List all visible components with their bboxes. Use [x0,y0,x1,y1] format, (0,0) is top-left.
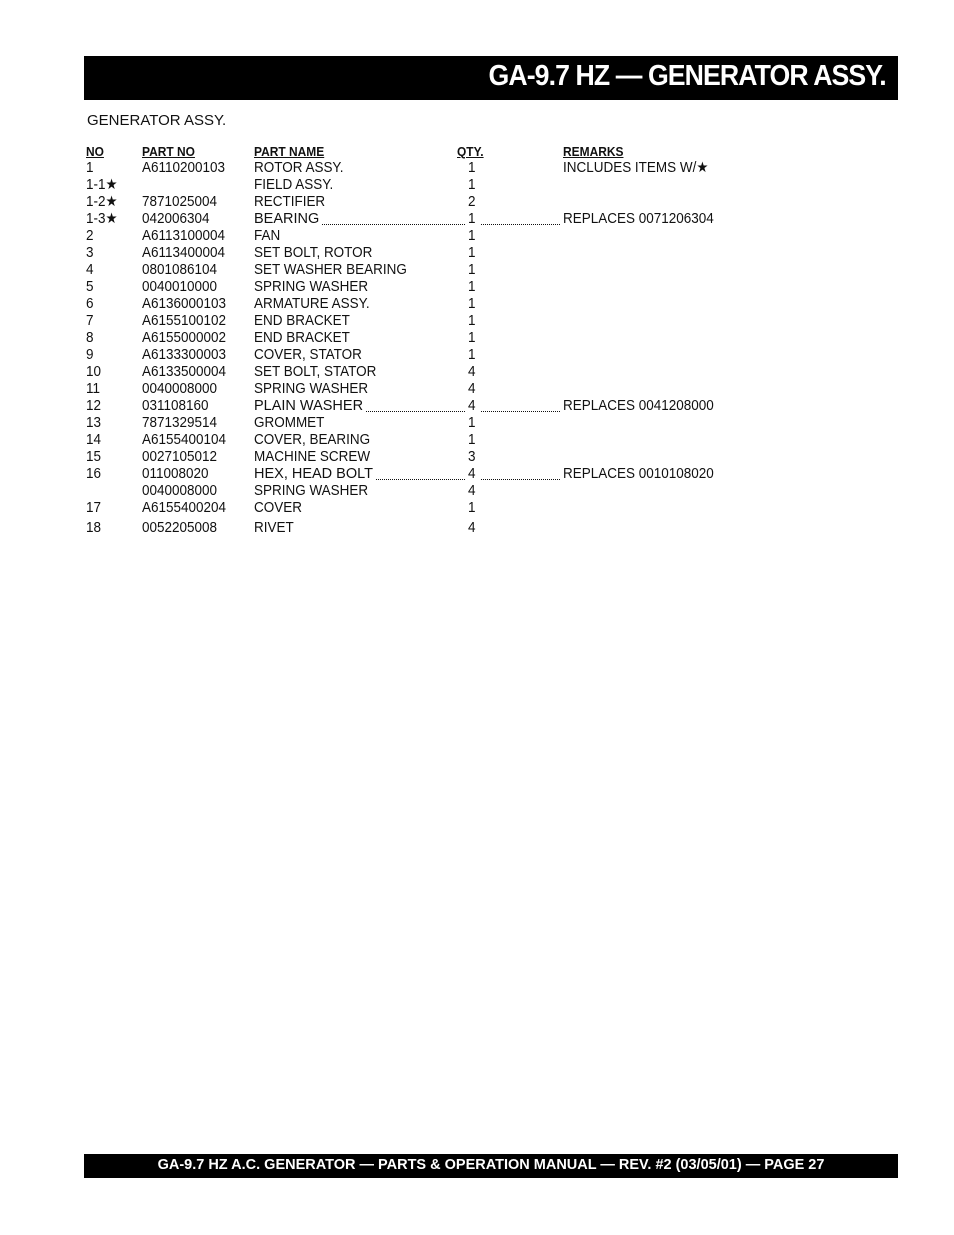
cell-no: 15 [86,449,102,465]
cell-no: 6 [86,296,94,312]
cell-qty: 4 [468,520,476,536]
cell-part-name: COVER, BEARING [254,432,371,448]
cell-part-name: HEX, HEAD BOLT [254,466,376,482]
cell-part-no: 7871329514 [142,415,218,431]
table-row [86,432,746,449]
cell-qty: 1 [468,177,476,193]
cell-qty: 3 [468,449,476,465]
cell-no: 11 [86,381,101,397]
remarks-leader [481,211,563,228]
table-row [86,296,746,313]
cell-part-name: SET WASHER BEARING [254,262,407,278]
cell-remarks: REPLACES 0010108020 [563,466,714,482]
table-row [86,211,746,228]
column-header-part-no: PART NO [142,144,195,159]
table-row [86,313,746,330]
cell-qty: 4 [468,381,476,397]
table-row [86,449,746,466]
cell-part-no: A6155400104 [142,432,227,448]
cell-part-no: 0040008000 [142,381,218,397]
cell-part-name: COVER, STATOR [254,347,362,363]
table-body [86,160,746,537]
cell-part-no: 0052205008 [142,520,218,536]
cell-part-no: 042006304 [142,211,210,227]
table-row [86,466,746,483]
cell-part-name: FAN [254,228,281,244]
cell-qty: 1 [468,500,476,516]
cell-no: 7 [86,313,94,329]
cell-part-no: A6113400004 [142,245,226,261]
dot-leader [481,224,560,225]
cell-part-no: 0027105012 [142,449,218,465]
cell-no: 12 [86,398,102,414]
column-header-no: NO [86,144,104,159]
table-row [86,415,746,432]
cell-part-name: SPRING WASHER [254,483,369,499]
cell-no: 14 [86,432,102,448]
cell-no: 9 [86,347,94,363]
table-header-row [86,143,746,160]
part-name-leader [254,466,465,483]
cell-no: 16 [86,466,102,482]
cell-no: 1-2★ [86,194,118,210]
cell-part-no: A6113100004 [142,228,226,244]
page-title: GA-9.7 HZ — GENERATOR ASSY. [488,60,886,92]
cell-qty: 1 [468,228,476,244]
table-row [86,279,746,296]
dot-leader [481,411,560,412]
table-row [86,398,746,415]
part-name-leader [254,398,465,415]
cell-qty: 4 [468,483,476,499]
cell-part-name: ARMATURE ASSY. [254,296,370,312]
cell-qty: 1 [468,330,476,346]
table-row [86,500,746,517]
part-name-leader [254,211,465,228]
cell-qty: 1 [468,211,476,227]
table-row [86,245,746,262]
cell-qty: 4 [468,364,476,380]
table-row [86,381,746,398]
cell-part-no: A6136000103 [142,296,227,312]
title-bar [84,56,898,100]
cell-part-name: FIELD ASSY. [254,177,334,193]
table-row [86,520,746,537]
cell-no: 8 [86,330,94,346]
cell-part-name: END BRACKET [254,330,350,346]
dot-leader [481,479,560,480]
cell-qty: 1 [468,160,476,176]
cell-part-no: 0040010000 [142,279,218,295]
cell-part-no: A6133300003 [142,347,227,363]
cell-qty: 1 [468,313,476,329]
cell-part-name: SPRING WASHER [254,279,369,295]
cell-no: 1-1★ [86,177,118,193]
cell-no: 3 [86,245,94,261]
remarks-leader [481,398,563,415]
cell-part-no: 7871025004 [142,194,218,210]
cell-part-name: SET BOLT, ROTOR [254,245,373,261]
cell-part-no: A6110200103 [142,160,226,176]
cell-part-name: MACHINE SCREW [254,449,371,465]
cell-qty: 1 [468,415,476,431]
cell-part-name: GROMMET [254,415,325,431]
section-heading: GENERATOR ASSY. [87,112,227,129]
cell-part-name: RECTIFIER [254,194,326,210]
cell-part-name: SPRING WASHER [254,381,369,397]
cell-no: 4 [86,262,94,278]
cell-qty: 1 [468,279,476,295]
cell-part-name: PLAIN WASHER [254,398,366,414]
cell-no: 18 [86,520,102,536]
cell-part-no: 0801086104 [142,262,218,278]
cell-remarks: REPLACES 0041208000 [563,398,714,414]
cell-part-name: RIVET [254,520,294,536]
cell-part-name: COVER [254,500,302,516]
cell-qty: 1 [468,432,476,448]
table-row [86,347,746,364]
table-row [86,483,746,500]
cell-part-no: 031108160 [142,398,209,414]
cell-remarks: REPLACES 0071206304 [563,211,714,227]
cell-part-no: 0040008000 [142,483,218,499]
cell-part-no: A6155000002 [142,330,227,346]
cell-qty: 1 [468,296,476,312]
table-row [86,330,746,347]
cell-part-name: BEARING [254,211,322,227]
cell-no: 10 [86,364,102,380]
cell-remarks: INCLUDES ITEMS W/★ [563,160,709,176]
cell-no: 5 [86,279,94,295]
cell-no: 1 [86,160,94,176]
cell-no: 1-3★ [86,211,118,227]
cell-qty: 4 [468,466,476,482]
cell-qty: 1 [468,262,476,278]
cell-qty: 1 [468,245,476,261]
cell-part-no: 011008020 [142,466,209,482]
table-row [86,194,746,211]
parts-table [86,143,746,537]
table-row [86,262,746,279]
cell-no: 13 [86,415,102,431]
remarks-leader [481,466,563,483]
footer-bar [84,1154,898,1178]
page-footer: GA-9.7 HZ A.C. GENERATOR — PARTS & OPERATION MANUAL — REV. #2 (03/05/01) — PAGE 27 [157,1157,825,1173]
cell-part-no: A6155100102 [142,313,227,329]
cell-part-name: END BRACKET [254,313,350,329]
cell-part-no: A6133500004 [142,364,227,380]
column-header-remarks: REMARKS [563,144,624,159]
table-row [86,364,746,381]
cell-no: 2 [86,228,94,244]
table-row [86,228,746,245]
cell-part-name: SET BOLT, STATOR [254,364,377,380]
cell-qty: 4 [468,398,476,414]
cell-qty: 1 [468,347,476,363]
column-header-qty: QTY. [457,144,484,159]
cell-no: 17 [86,500,102,516]
table-row [86,177,746,194]
cell-qty: 2 [468,194,476,210]
column-header-part-name: PART NAME [254,144,325,159]
cell-part-name: ROTOR ASSY. [254,160,344,176]
cell-part-no: A6155400204 [142,500,227,516]
table-row [86,160,746,177]
